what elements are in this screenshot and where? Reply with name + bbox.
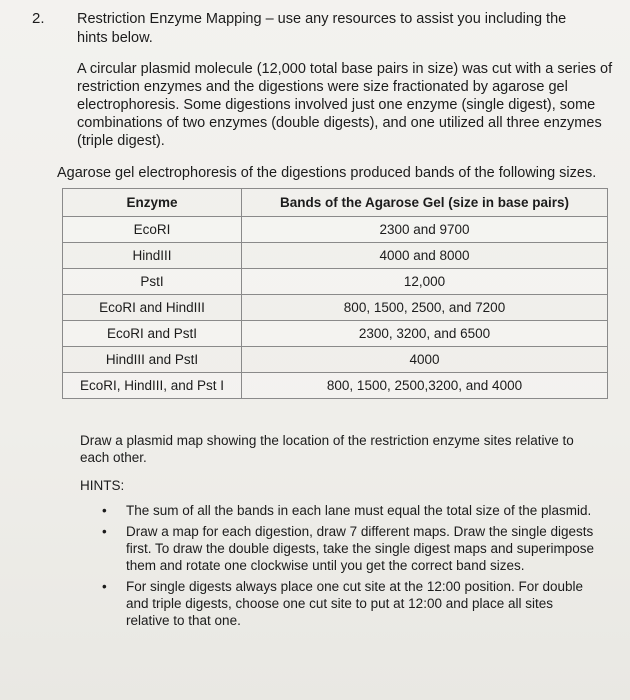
enzyme-cell: HindIII and PstI bbox=[63, 347, 242, 373]
enzyme-cell: EcoRI, HindIII, and Pst I bbox=[63, 373, 242, 399]
bands-cell: 800, 1500, 2500, and 7200 bbox=[242, 295, 608, 321]
instruction-text: Draw a plasmid map showing the location of the restriction enzyme sites relative to each other. bbox=[80, 433, 574, 465]
bands-cell: 2300 and 9700 bbox=[242, 217, 608, 243]
table-row bbox=[63, 269, 608, 295]
question-number: 2. bbox=[32, 10, 45, 27]
table-header-row bbox=[63, 189, 608, 217]
bands-cell: 800, 1500, 2500,3200, and 4000 bbox=[242, 373, 608, 399]
bullet-icon: • bbox=[102, 579, 107, 594]
bullet-icon: • bbox=[102, 524, 107, 539]
hint-text: The sum of all the bands in each lane must equal the total size of the plasmid. bbox=[126, 503, 592, 518]
agarose-intro: Agarose gel electrophoresis of the digestions produced bands of the following sizes. bbox=[57, 165, 597, 181]
hint-text: For single digests always place one cut site at the 12:00 position. For double and triple digests, choose one cut site to put at 12:00 and place all sites relative to that one. bbox=[126, 579, 584, 628]
enzyme-cell: HindIII bbox=[63, 243, 242, 269]
gel-bands-table bbox=[62, 188, 608, 399]
hint-item bbox=[80, 523, 600, 574]
enzyme-cell: EcoRI bbox=[63, 217, 242, 243]
header-enzyme: Enzyme bbox=[63, 189, 242, 217]
hint-text: Draw a map for each digestion, draw 7 different maps. Draw the single digests first. To draw the double digests, take the single digest maps and superimpose them and rotate one clockwise until you get the correct band sizes. bbox=[126, 524, 595, 573]
hints-title: HINTS: bbox=[80, 478, 125, 493]
hints-list bbox=[80, 502, 600, 633]
table-row bbox=[63, 243, 608, 269]
bands-cell: 4000 bbox=[242, 347, 608, 373]
bands-cell: 12,000 bbox=[242, 269, 608, 295]
table-row bbox=[63, 373, 608, 399]
table-row bbox=[63, 321, 608, 347]
bands-cell: 2300, 3200, and 6500 bbox=[242, 321, 608, 347]
enzyme-cell: EcoRI and HindIII bbox=[63, 295, 242, 321]
question-intro: A circular plasmid molecule (12,000 total base pairs in size) was cut with a series of restriction enzymes and the digestions were size fractionated by agarose gel electrophoresis. Some digestions involved just one enzyme (single digest), some combinations of two enzymes (double digests), and one utilized all three enzymes (triple digest). bbox=[77, 61, 613, 149]
table-row bbox=[63, 347, 608, 373]
table-row bbox=[63, 217, 608, 243]
bands-cell: 4000 and 8000 bbox=[242, 243, 608, 269]
header-bands: Bands of the Agarose Gel (size in base pairs) bbox=[242, 189, 608, 217]
table-row bbox=[63, 295, 608, 321]
enzyme-cell: EcoRI and PstI bbox=[63, 321, 242, 347]
hint-item bbox=[80, 578, 600, 629]
enzyme-cell: PstI bbox=[63, 269, 242, 295]
bullet-icon: • bbox=[102, 503, 107, 518]
hint-item bbox=[80, 502, 600, 519]
question-title: Restriction Enzyme Mapping – use any resources to assist you including the hints below. bbox=[77, 11, 567, 46]
